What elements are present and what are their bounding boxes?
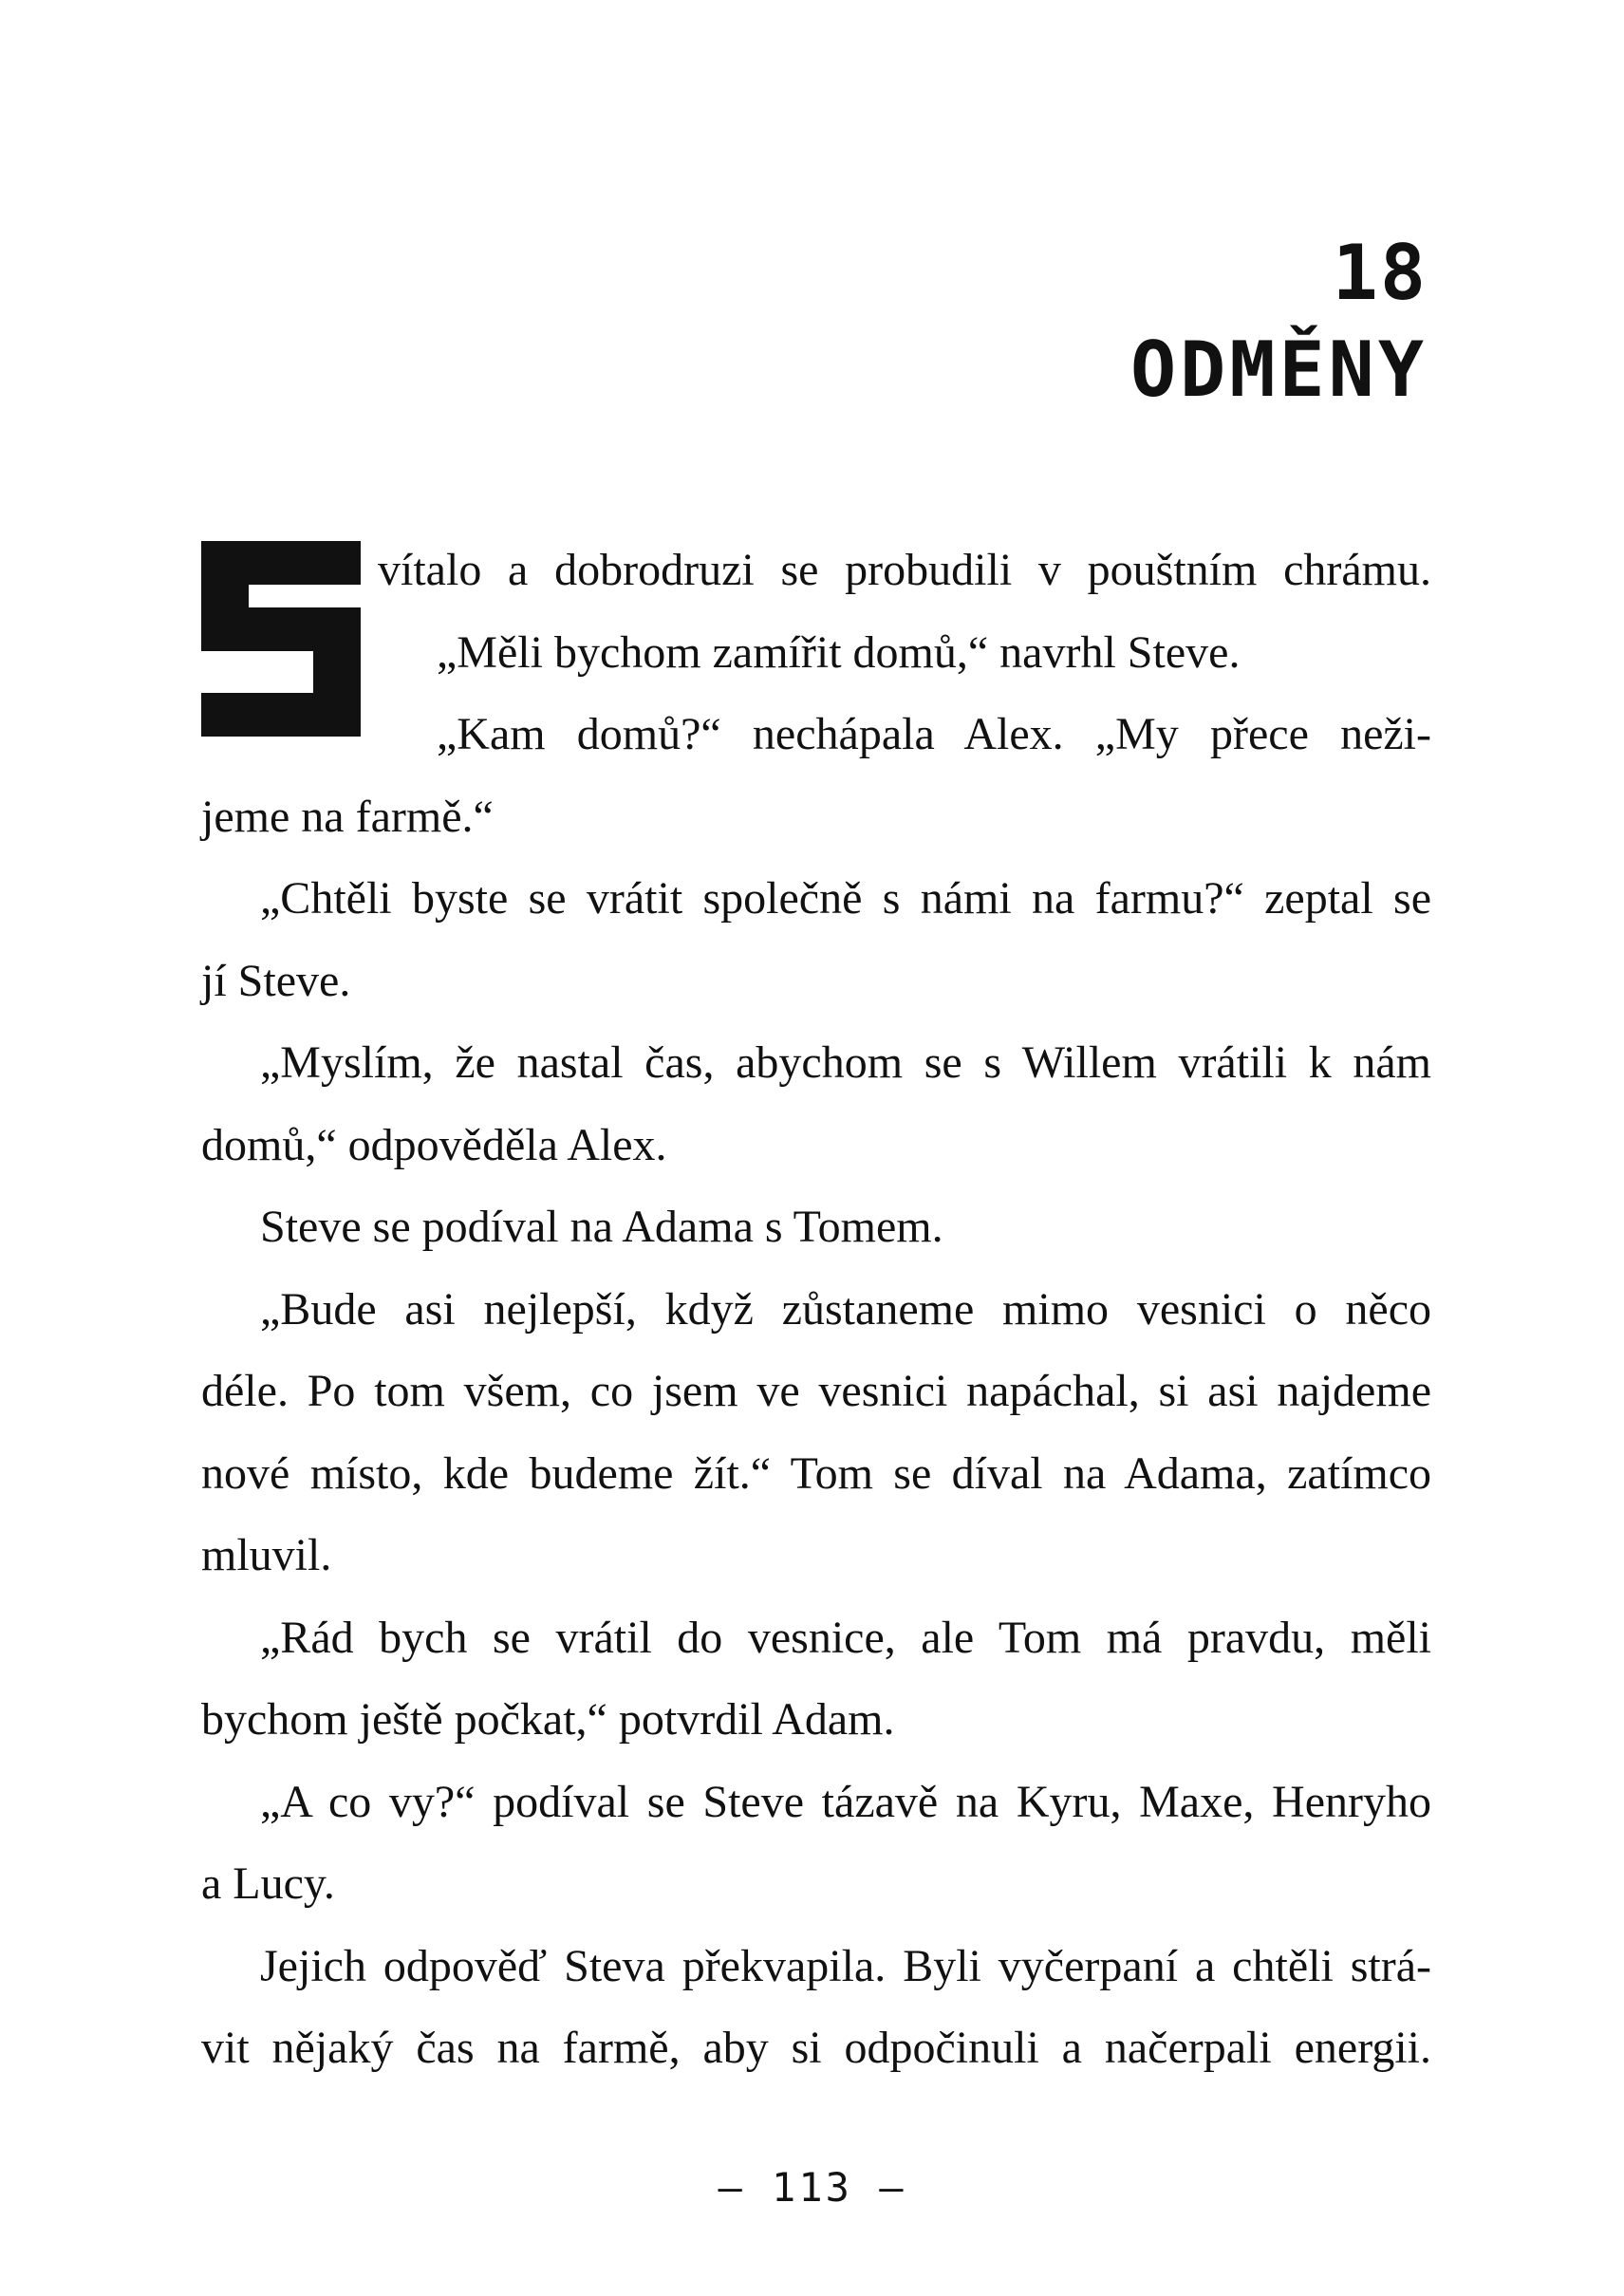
text-line: „Chtěli byste se vrátit společně s námi na farmu?“ zeptal se: [260, 873, 1431, 924]
text-line: „Bude asi nejlepší, když zůstaneme mimo vesnici o něco: [260, 1283, 1431, 1335]
text-line: „Rád bych se vrátil do vesnice, ale Tom má pravdu, měli: [260, 1612, 1431, 1663]
text-line: jí Steve.: [201, 955, 351, 1006]
chapter-title: ODMĚNY: [1130, 326, 1428, 414]
text-line: Jejich odpověď Steva překvapila. Byli vyčerpaní a chtěli strá-: [260, 1940, 1431, 1991]
text-line: „Kam domů?“ nechápala Alex. „My přece neži-: [437, 709, 1431, 759]
chapter-number: 18: [1332, 229, 1428, 317]
text-line: „Měli bychom zamířit domů,“ navrhl Steve.: [437, 626, 1241, 678]
text-line: jeme na farmě.“: [201, 791, 494, 842]
text-line: nové místo, kde budeme žít.“ Tom se díval na Adama, zatímco: [201, 1447, 1431, 1499]
text-line: vit nějaký čas na farmě, aby si odpočinuli a načerpali energii.: [201, 2023, 1431, 2073]
text-line: mluvil.: [201, 1530, 332, 1580]
text-line: domů,“ odpověděla Alex.: [201, 1119, 667, 1170]
text-line: déle. Po tom všem, co jsem ve vesnici napáchal, si asi najdeme: [201, 1366, 1431, 1416]
text-line: a Lucy.: [201, 1858, 335, 1909]
text-line: „Myslím, že nastal čas, abychom se s Willem vrátili k nám: [260, 1037, 1431, 1088]
text-line: bychom ještě počkat,“ potvrdil Adam.: [201, 1694, 895, 1745]
text-line: Steve se podíval na Adama s Tomem.: [260, 1202, 943, 1252]
text-line: vítalo a dobrodruzi se probudili v pouštním chrámu.: [378, 545, 1431, 595]
body-text: [201, 530, 1431, 2090]
page-number: – 113 –: [718, 2164, 906, 2211]
text-line: „A co vy?“ podíval se Steve tázavě na Kyru, Maxe, Henryho: [260, 1776, 1431, 1827]
